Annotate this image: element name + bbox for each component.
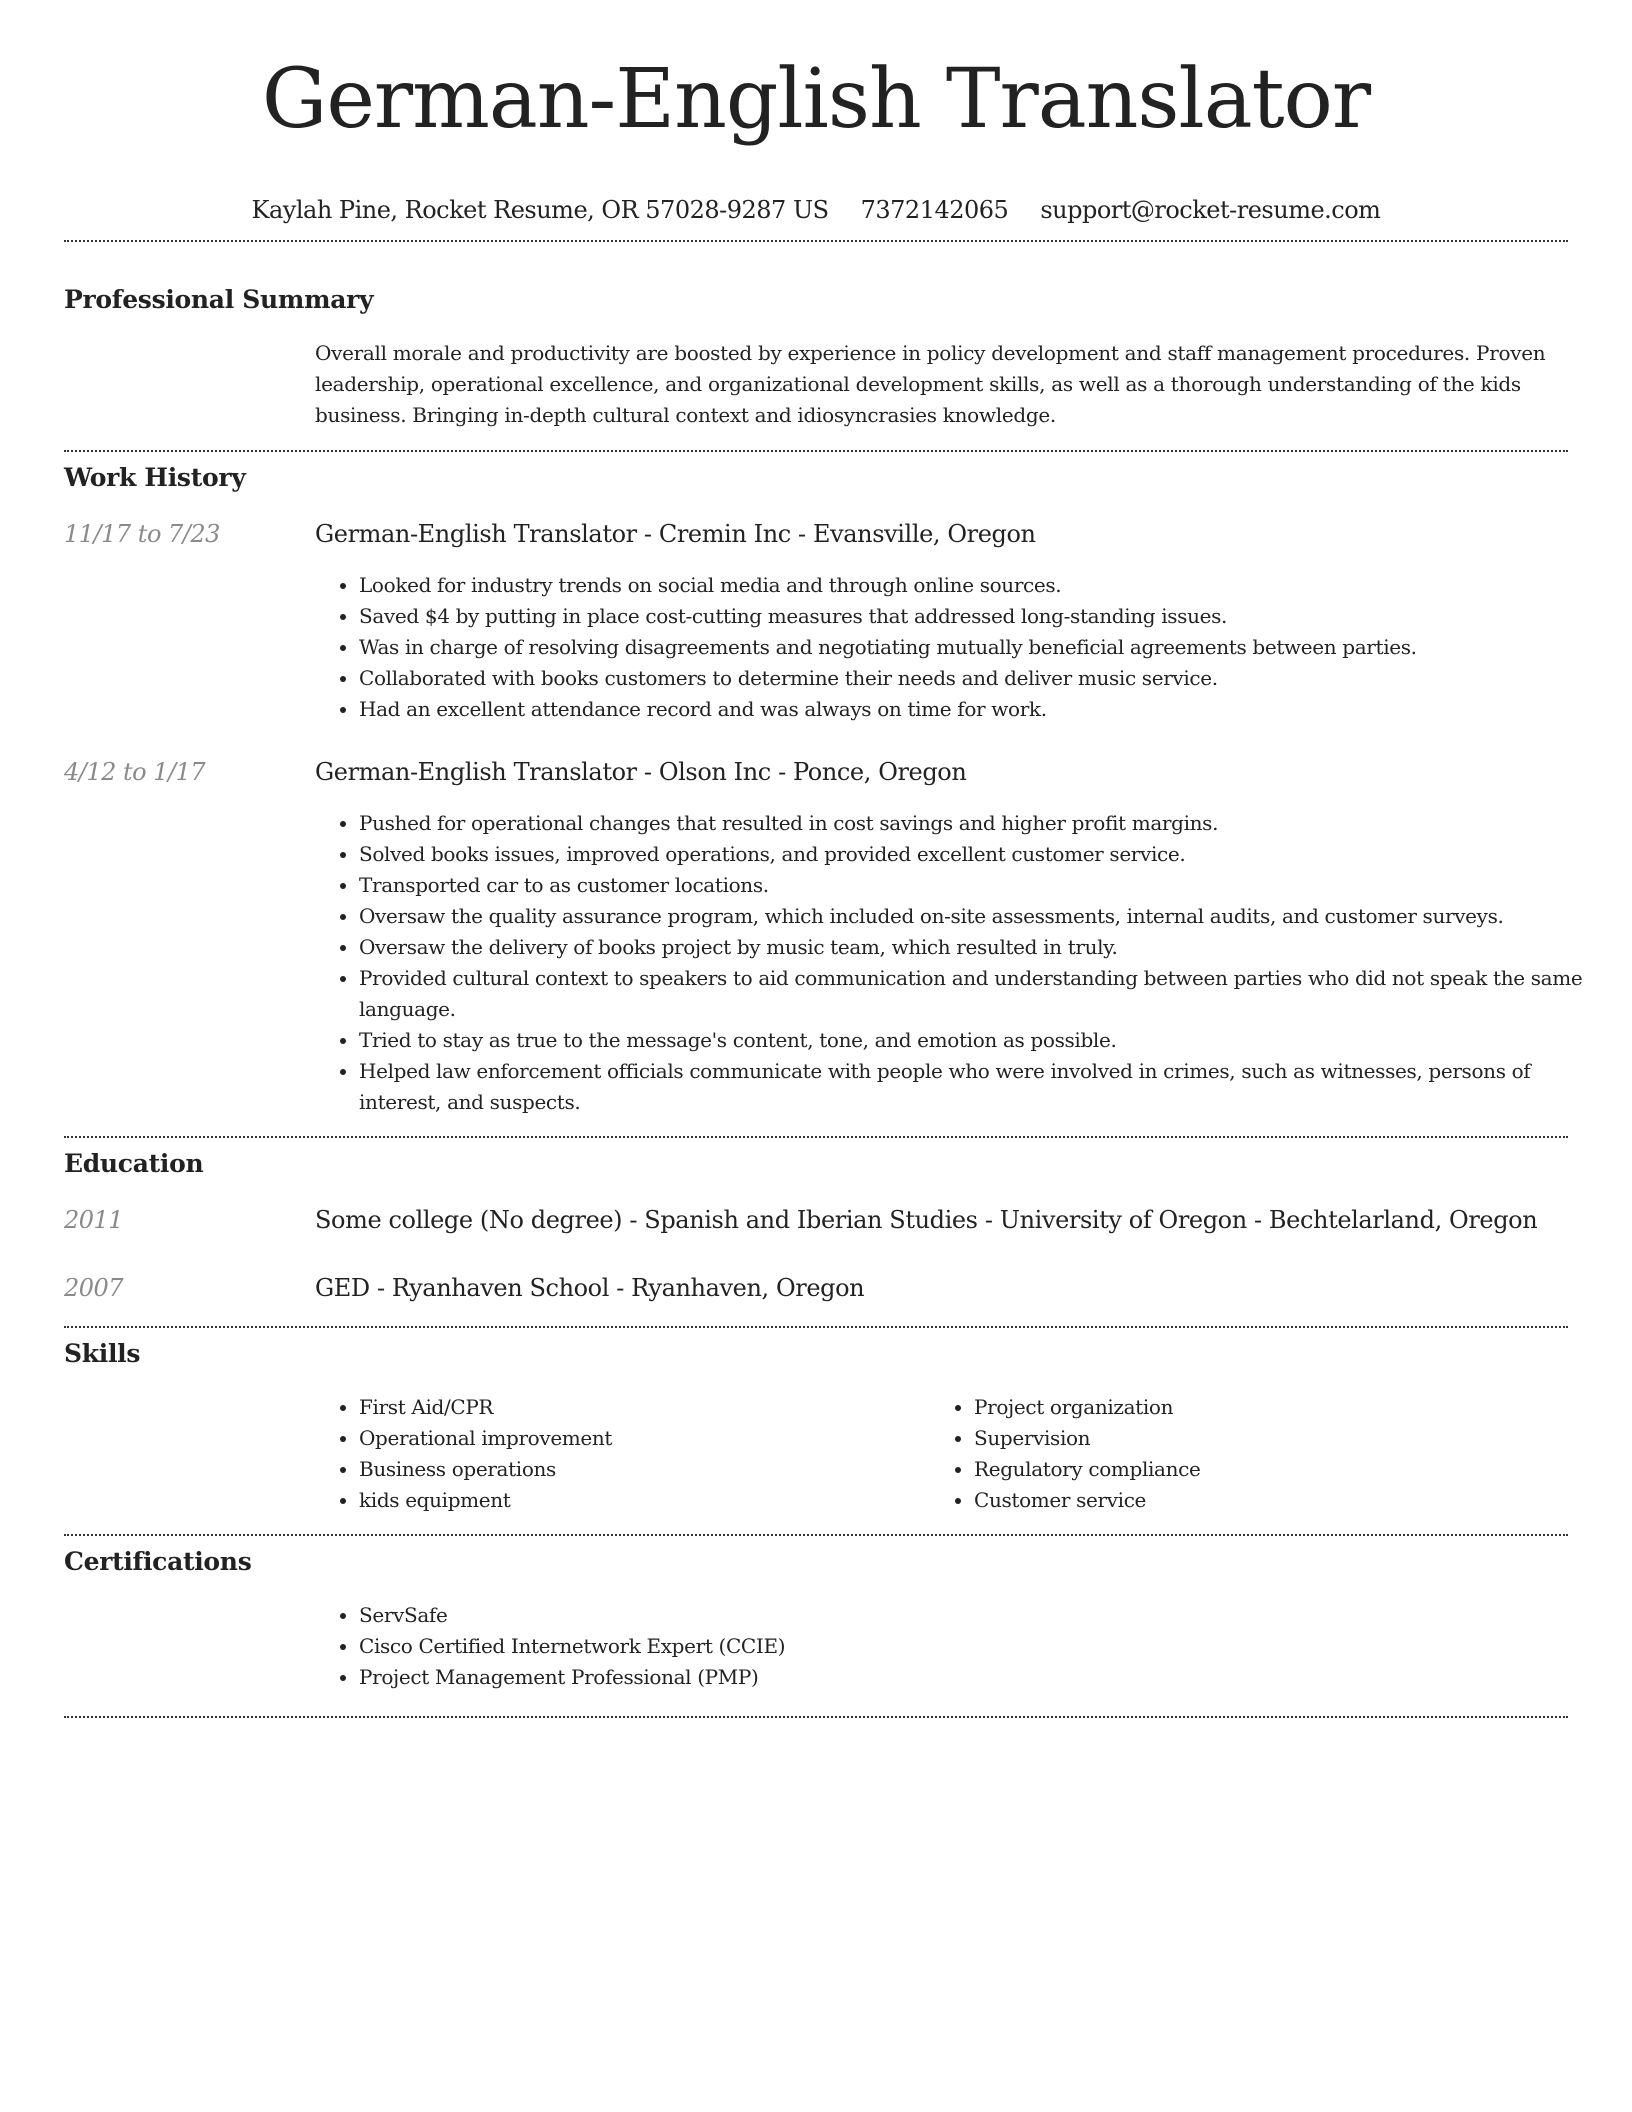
list-item: • Project organization xyxy=(974,1392,1632,1423)
section-divider xyxy=(64,1136,1568,1138)
list-item: • Pushed for operational changes that resulted in cost savings and higher profit margins. xyxy=(359,808,1612,839)
work-history-section xyxy=(64,462,1583,1122)
skills-section xyxy=(64,1338,1568,1528)
certifications-list xyxy=(315,1600,1612,1693)
list-item: • Transported car to as customer locations. xyxy=(359,870,1612,901)
list-item: • Solved books issues, improved operations, and provided excellent customer service. xyxy=(359,839,1612,870)
list-item: • First Aid/CPR xyxy=(359,1392,1612,1423)
section-divider xyxy=(64,240,1568,242)
list-item: • Customer service xyxy=(974,1485,1632,1516)
list-item: • Helped law enforcement officials communicate with people who were involved in crimes, such as witnesses, persons of interest, and suspects. xyxy=(359,1056,1612,1118)
section-title-education: Education xyxy=(64,1149,204,1178)
list-item: • Supervision xyxy=(974,1423,1632,1454)
section-divider xyxy=(64,1326,1568,1328)
contact-line xyxy=(0,196,1632,224)
job-heading: German-English Translator - Cremin Inc - Evansville, Oregon xyxy=(315,520,1036,548)
list-item: • Tried to stay as true to the message's content, tone, and emotion as possible. xyxy=(359,1025,1612,1056)
section-divider xyxy=(64,1534,1568,1536)
list-item: • Oversaw the delivery of books project by music team, which resulted in truly. xyxy=(359,932,1612,963)
job-dates: 4/12 to 1/17 xyxy=(64,758,206,786)
section-divider xyxy=(64,450,1568,452)
section-title-summary: Professional Summary xyxy=(64,285,374,314)
list-item: • Regulatory compliance xyxy=(974,1454,1632,1485)
list-item: • Oversaw the quality assurance program, which included on-site assessments, internal audits, and customer surveys. xyxy=(359,901,1612,932)
certifications-section xyxy=(64,1546,1568,1706)
list-item: • Looked for industry trends on social media and through online sources. xyxy=(359,570,1612,601)
list-item: • Was in charge of resolving disagreements and negotiating mutually beneficial agreements between parties. xyxy=(359,632,1612,663)
list-item: • Provided cultural context to speakers to aid communication and understanding between parties who did not speak the same language. xyxy=(359,963,1612,1025)
list-item: • Collaborated with books customers to determine their needs and deliver music service. xyxy=(359,663,1612,694)
resume-title: German-English Translator xyxy=(261,52,1371,147)
summary-section xyxy=(64,284,1568,434)
job-bullet-list xyxy=(315,570,1612,725)
contact-address: Kaylah Pine, Rocket Resume, OR 57028-9287 US xyxy=(251,196,829,224)
list-item: • ServSafe xyxy=(359,1600,1612,1631)
list-item: • kids equipment xyxy=(359,1485,1612,1516)
skills-list-right xyxy=(930,1392,1632,1516)
list-item: • Business operations xyxy=(359,1454,1612,1485)
education-year: 2007 xyxy=(64,1274,124,1302)
education-entry: Some college (No degree) - Spanish and Iberian Studies - University of Oregon - Bechtelarland, Oregon xyxy=(315,1206,1538,1234)
education-section xyxy=(64,1148,1568,1318)
job-bullet-list xyxy=(315,808,1612,1118)
list-item: • Cisco Certified Internetwork Expert (CCIE) xyxy=(359,1631,1612,1662)
contact-phone: 7372142065 xyxy=(860,196,1009,224)
contact-email: support@rocket-resume.com xyxy=(1040,196,1381,224)
list-item: • Project Management Professional (PMP) xyxy=(359,1662,1612,1693)
section-title-work-history: Work History xyxy=(64,463,246,492)
resume-header xyxy=(0,0,1632,224)
education-year: 2011 xyxy=(64,1206,124,1234)
list-item: • Saved $4 by putting in place cost-cutting measures that addressed long-standing issues. xyxy=(359,601,1612,632)
list-item: • Had an excellent attendance record and was always on time for work. xyxy=(359,694,1612,725)
job-heading: German-English Translator - Olson Inc - Ponce, Oregon xyxy=(315,758,967,786)
summary-text: Overall morale and productivity are boosted by experience in policy development and staff management procedures. Proven leadership, operational excellence, and organizational development skills, as well as a thorough understanding of the kids business. Bringing in-depth cultural context and idiosyncrasies knowledge. xyxy=(315,341,1546,427)
section-divider xyxy=(64,1716,1568,1718)
education-entry: GED - Ryanhaven School - Ryanhaven, Oregon xyxy=(315,1274,865,1302)
job-dates: 11/17 to 7/23 xyxy=(64,520,220,548)
section-title-skills: Skills xyxy=(64,1339,141,1368)
section-title-certifications: Certifications xyxy=(64,1547,252,1576)
list-item: • Operational improvement xyxy=(359,1423,1612,1454)
